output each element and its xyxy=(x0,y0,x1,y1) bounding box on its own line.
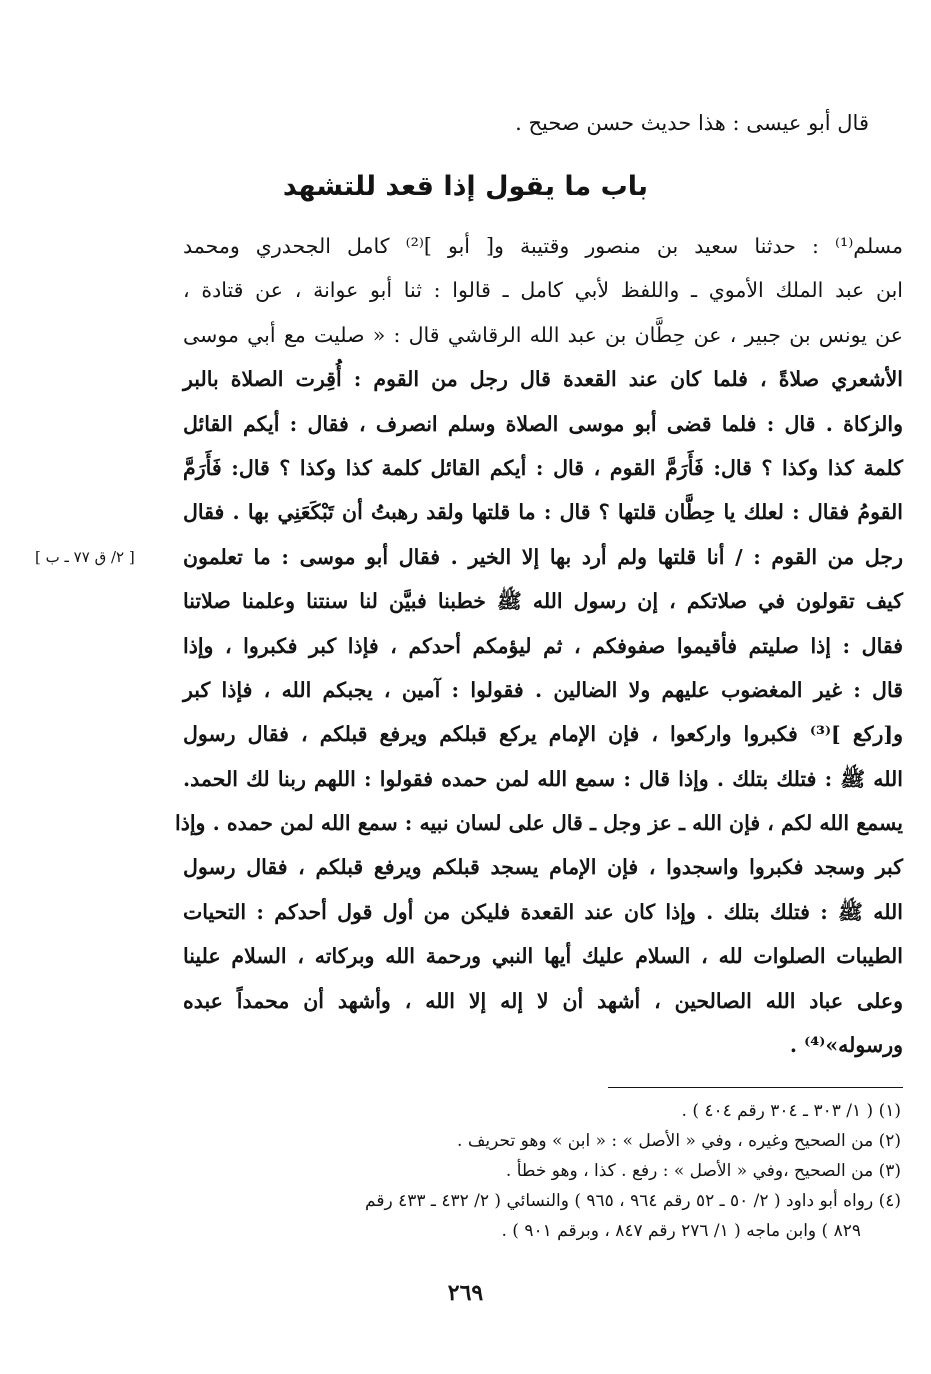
footnotes xyxy=(181,1096,901,1246)
page-number: ٢٦٩ xyxy=(447,1280,484,1306)
intro-line: قال أبو عيسى : هذا حديث حسن صحيح . xyxy=(515,111,869,135)
text-line-5: والزكاة . قال : فلما قضى أبو موسى الصلاة وسلم انصرف ، فقال : أيكم القائل xyxy=(183,411,903,436)
footnote-2: (٢) من الصحيح وغيره ، وفي « الأصل » : « ابن » وهو تحريف . xyxy=(457,1131,901,1151)
hadith-text xyxy=(175,224,903,1067)
footnote-separator xyxy=(608,1087,903,1088)
text-line-8: رجل من القوم : / أنا قلتها ولم أرد بها إلا الخير . فقال أبو موسى : ما تعلمون xyxy=(183,544,903,569)
text-line-17: الطيبات الصلوات لله ، السلام عليك أيها النبي ورحمة الله وبركاته ، السلام علينا xyxy=(183,944,903,969)
text-line-9: كيف تقولون في صلاتكم ، إن رسول الله ﷺ خطبنا فبيَّن لنا سنتنا وعلمنا صلاتنا xyxy=(183,589,903,614)
text-line-13: الله ﷺ : فتلك بتلك . وإذا قال : سمع الله لمن حمده فقولوا : اللهم ربنا لك الحمد. xyxy=(183,766,903,791)
text-line-14: يسمع الله لكم ، فإن الله ـ عز وجل ـ قال على لسان نبيه : سمع الله لمن حمده . وإذا xyxy=(175,811,903,836)
text-line-4: الأشعري صلاةً ، فلما كان عند القعدة قال رجل من القوم : أُقِرت الصلاة بالبر xyxy=(183,367,903,392)
text-line-10: فقال : إذا صليتم فأقيموا صفوفكم ، ثم ليؤمكم أحدكم ، فإذا كبر فكبروا ، وإذا xyxy=(183,633,903,658)
text-line-7: القومُ فقال : لعلك يا حِطَّان قلتها ؟ قال : ما قلتها ولقد رهبتُ أن تَبْكَعَنِي بها . فقال xyxy=(183,500,903,525)
manuscript-folio-note: [ ٢/ ق ٧٧ ـ ب ] xyxy=(35,548,135,566)
text-line-3: عن يونس بن جبير ، عن حِطَّان بن عبد الله الرقاشي قال : « صليت مع أبي موسى xyxy=(183,322,903,347)
text-line-12: و[ركع ]⁽³⁾ فكبروا واركعوا ، فإن الإمام يركع قبلكم ويرفع قبلكم ، فقال رسول xyxy=(183,722,903,747)
text-line-19: ورسوله»⁽⁴⁾ . xyxy=(789,1033,903,1058)
footnote-4: (٤) رواه أبو داود ( ٢/ ٥٠ ـ ٥٢ رقم ٩٦٤ ، ٩٦٥ ) والنسائي ( ٢/ ٤٣٢ ـ ٤٣٣ رقم xyxy=(365,1191,901,1211)
text-line-11: قال : غير المغضوب عليهم ولا الضالين . فقولوا : آمين ، يجبكم الله ، فإذا كبر xyxy=(183,677,903,702)
footnote-1: (١) ( ١/ ٣٠٣ ـ ٣٠٤ رقم ٤٠٤ ) . xyxy=(681,1101,901,1121)
chapter-title: باب ما يقول إذا قعد للتشهد xyxy=(282,171,649,202)
footnote-3: (٣) من الصحيح ،وفي « الأصل » : رفع . كذا ، وهو خطأ . xyxy=(505,1161,901,1181)
text-line-6: كلمة كذا وكذا ؟ قال: فَأَرَمَّ القوم ، قال : أيكم القائل كلمة كذا وكذا ؟ قال: فَأَرَمَّ xyxy=(183,455,903,480)
text-line-2: ابن عبد الملك الأموي ـ واللفظ لأبي كامل ـ قالوا : ثنا أبو عوانة ، عن قتادة ، xyxy=(183,278,903,303)
text-line-1: مسلم⁽¹⁾ : حدثنا سعيد بن منصور وقتيبة و[ أبو ]⁽²⁾ كامل الجحدري ومحمد xyxy=(183,234,903,258)
footnote-4-continuation: ٨٢٩ ) وابن ماجه ( ١/ ٢٧٦ رقم ٨٤٧ ، وبرقم ٩٠١ ) . xyxy=(501,1221,861,1241)
text-line-18: وعلى عباد الله الصالحين ، أشهد أن لا إله إلا الله ، وأشهد أن محمداً عبده xyxy=(183,988,903,1013)
text-line-16: الله ﷺ : فتلك بتلك . وإذا كان عند القعدة فليكن من أول قول أحدكم : التحيات xyxy=(183,899,903,924)
text-line-15: كبر وسجد فكبروا واسجدوا ، فإن الإمام يسجد قبلكم ويرفع قبلكم ، فقال رسول xyxy=(183,855,903,880)
